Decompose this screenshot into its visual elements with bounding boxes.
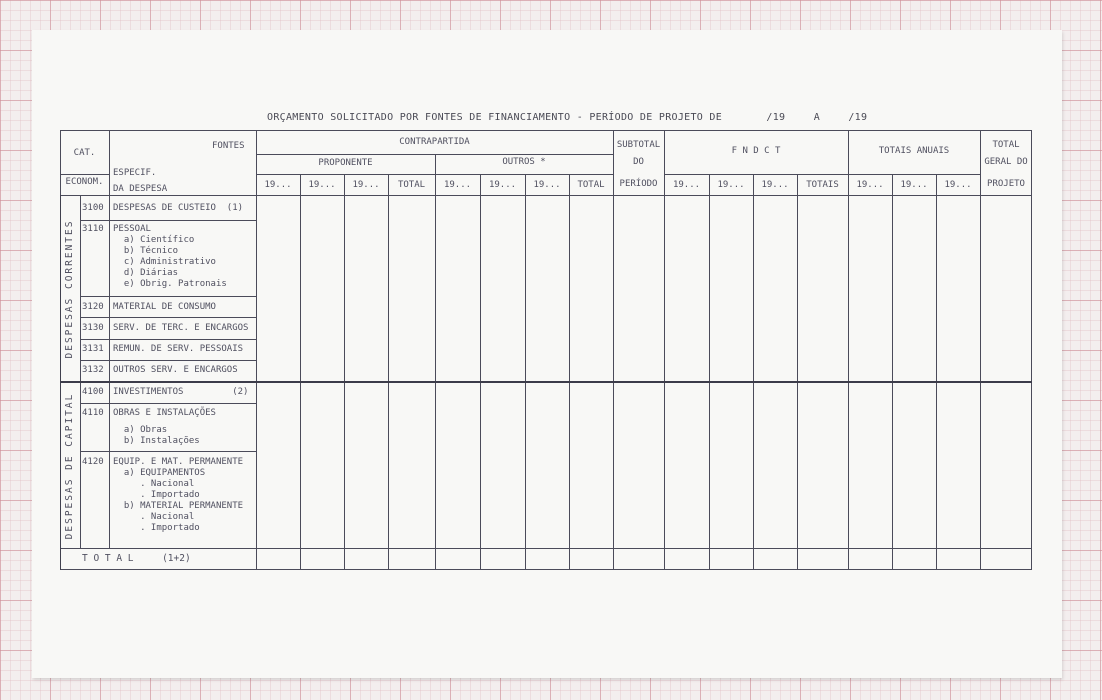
row-code: 4100 xyxy=(82,387,104,397)
form-title xyxy=(267,112,907,123)
header-econom: ECONOM. xyxy=(65,177,104,187)
row-desc: EQUIP. E MAT. PERMANENTE xyxy=(113,457,244,467)
header-da-despesa: DA DESPESA xyxy=(113,184,168,194)
year-header: 19... xyxy=(264,180,292,190)
row-desc-item: a) EQUIPAMENTOS xyxy=(113,468,206,478)
row-code: 3100 xyxy=(82,203,104,213)
row-desc: OUTROS SERV. E ENCARGOS xyxy=(113,365,238,375)
header-fndct: F N D C T xyxy=(731,146,781,156)
header-geral-do: GERAL DO xyxy=(984,157,1028,167)
row-desc-item: d) Diárias xyxy=(113,268,179,278)
header-subtotal: SUBTOTAL xyxy=(616,140,661,150)
row-desc-item: b) MATERIAL PERMANENTE xyxy=(113,501,244,511)
row-desc-item: b) Instalações xyxy=(113,436,200,446)
row-desc-item: . Nacional xyxy=(113,479,195,489)
budget-table xyxy=(60,130,1033,575)
year-header: 19... xyxy=(352,180,380,190)
row-desc: REMUN. DE SERV. PESSOAIS xyxy=(113,344,244,354)
header-proponente: PROPONENTE xyxy=(318,158,373,168)
header-outros: OUTROS * xyxy=(502,157,546,167)
year-header: 19... xyxy=(717,180,745,190)
form-sheet xyxy=(32,30,1062,678)
year-header: 19... xyxy=(944,180,972,190)
header-periodo: PERÍODO xyxy=(619,179,658,189)
row-code: 3132 xyxy=(82,365,104,375)
row-code: 4110 xyxy=(82,408,104,418)
title-text: ORÇAMENTO SOLICITADO POR FONTES DE FINANCIAMENTO - PERÍODO DE PROJETO DE xyxy=(267,112,723,123)
group-despesas-correntes: DESPESAS CORRENTES xyxy=(64,219,75,359)
row-code: 3131 xyxy=(82,344,104,354)
header-totais-anuais: TOTAIS ANUAIS xyxy=(878,146,950,156)
header-fontes: FONTES xyxy=(212,141,245,151)
row-desc: INVESTIMENTOS (2) xyxy=(113,387,249,397)
year-header: 19... xyxy=(761,180,789,190)
year-header: 19... xyxy=(308,180,336,190)
year-header: 19... xyxy=(672,180,701,190)
year-header: 19... xyxy=(443,180,472,190)
row-desc: MATERIAL DE CONSUMO xyxy=(113,302,216,312)
total-header: TOTAL xyxy=(397,180,426,190)
year-header: 19... xyxy=(900,180,928,190)
row-desc-item: e) Obrig. Patronais xyxy=(113,279,227,289)
header-projeto: PROJETO xyxy=(987,179,1025,189)
row-desc-item: b) Técnico xyxy=(113,246,179,256)
total-header: TOTAL xyxy=(577,180,605,190)
row-code: 3130 xyxy=(82,323,104,333)
row-desc: PESSOAL xyxy=(113,224,151,234)
header-do: DO xyxy=(633,157,644,167)
row-code: 4120 xyxy=(82,457,104,467)
row-desc: OBRAS E INSTALAÇÕES xyxy=(113,408,216,418)
row-desc: SERV. DE TERC. E ENCARGOS xyxy=(113,323,249,333)
row-desc-item: c) Administrativo xyxy=(113,257,216,267)
row-desc-item: . Nacional xyxy=(113,512,195,522)
row-desc-item: . Importado xyxy=(113,490,200,500)
row-desc: DESPESAS DE CUSTEIO (1) xyxy=(113,203,244,213)
year-header: 19... xyxy=(533,180,561,190)
header-cat: CAT. xyxy=(73,148,96,158)
row-desc-item: a) Obras xyxy=(113,425,168,435)
title-year-start: /19 xyxy=(766,112,786,123)
year-header: 19... xyxy=(488,180,517,190)
row-desc-item: a) Científico xyxy=(113,235,195,245)
title-a: A xyxy=(813,112,821,123)
header-total: TOTAL xyxy=(992,140,1020,150)
header-especif: ESPECIF. xyxy=(113,168,157,178)
row-desc-item: . Importado xyxy=(113,523,200,533)
row-code: 3120 xyxy=(82,302,104,312)
title-year-end: /19 xyxy=(848,112,868,123)
year-header: 19... xyxy=(856,180,884,190)
totais-header: TOTAIS xyxy=(806,180,839,190)
header-contrapartida: CONTRAPARTIDA xyxy=(399,137,470,147)
group-despesas-capital: DESPESAS DE CAPITAL xyxy=(64,392,75,540)
row-code: 3110 xyxy=(82,224,104,234)
total-row-label: T O T A L (1+2) xyxy=(82,553,191,564)
